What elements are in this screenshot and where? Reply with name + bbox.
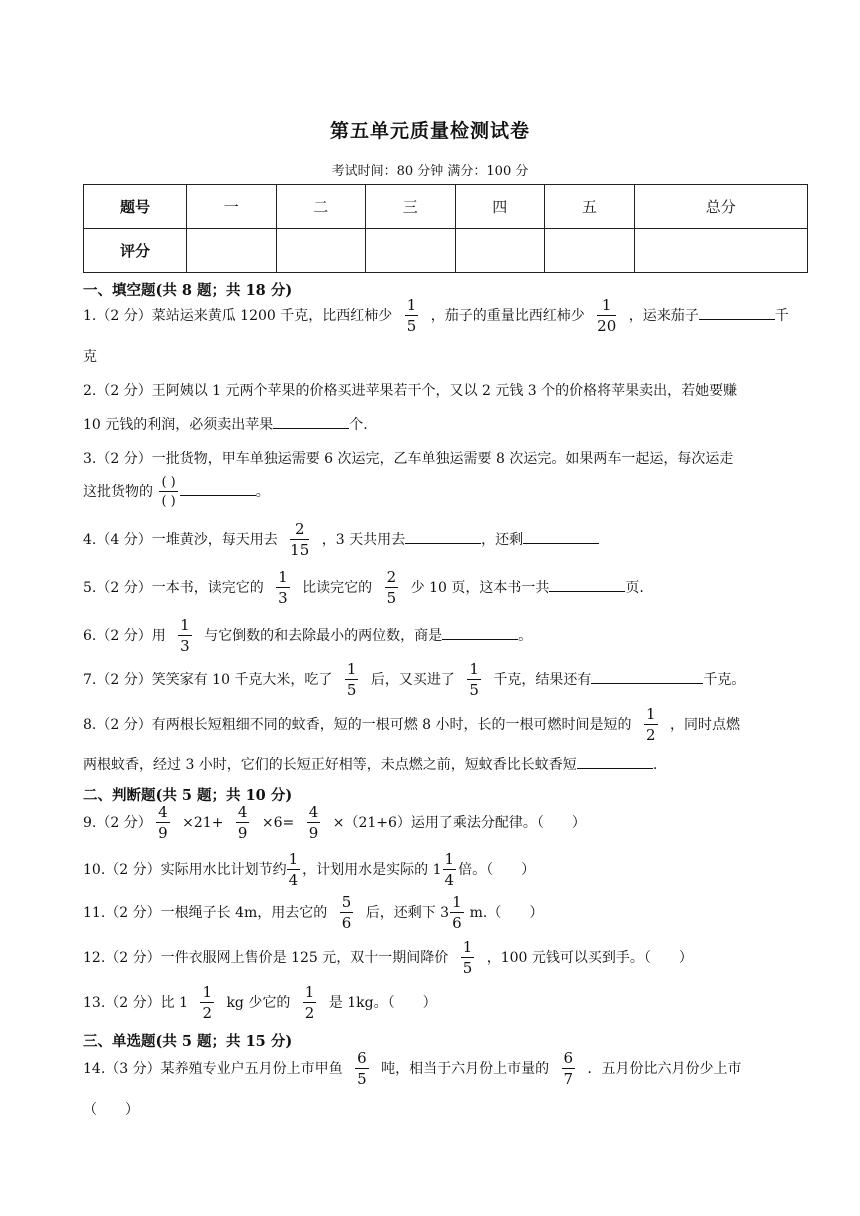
fraction: $\frac{4}{9}$ — [158, 803, 168, 842]
fraction: $\frac{1}{5}$ — [469, 660, 479, 699]
question-text: ×6= — [261, 815, 295, 831]
fraction: $\frac{2}{5}$ — [386, 568, 397, 607]
question-text: ．五月份比六月份少上市 — [587, 1061, 742, 1077]
question-text: 倍。（ ） — [458, 862, 536, 878]
question-10 — [83, 852, 535, 888]
question-14 — [83, 1051, 742, 1087]
question-text: 10.（2 分）实际用水比计划节约 — [83, 862, 287, 878]
question-4 — [83, 522, 599, 558]
question-8-line2 — [83, 754, 813, 775]
question-text: 千克，结果还有 — [493, 672, 592, 688]
question-text: 14.（3 分）某养殖专业户五月份上市甲鱼 — [83, 1061, 343, 1077]
score-cell: 五 — [545, 185, 635, 229]
fraction: $\frac{1}{5}$ — [406, 296, 417, 335]
fraction: $\frac{6}{5}$ — [357, 1049, 367, 1088]
fraction: $\frac{4}{9}$ — [308, 803, 319, 842]
answer-blank[interactable] — [591, 669, 703, 684]
question-text: ，100 元钱可以买到手。（ ） — [486, 950, 693, 966]
question-text: 页. — [625, 580, 644, 596]
score-cell: 四 — [455, 185, 545, 229]
answer-blank[interactable] — [577, 754, 653, 769]
answer-blank[interactable] — [549, 577, 625, 592]
question-text: 。 — [518, 628, 533, 644]
score-input-cell[interactable] — [545, 229, 635, 273]
score-cell: 评分 — [84, 229, 187, 273]
answer-blank[interactable] — [523, 529, 599, 544]
fraction: $\frac{1}{2}$ — [645, 705, 656, 744]
answer-blank[interactable] — [699, 305, 775, 320]
question-text: 是 1kg。（ ） — [328, 995, 437, 1011]
question-text: 8.（2 分）有两根长短粗细不同的蚊香，短的一根可燃 8 小时，长的一根可燃时间是短的 — [83, 717, 632, 733]
fraction: $\frac{1}{5}$ — [346, 660, 357, 699]
score-input-cell[interactable] — [455, 229, 545, 273]
question-text: 比读完它的 — [302, 580, 373, 596]
question-text: 少 10 页，这本书一共 — [410, 580, 550, 596]
answer-blank[interactable] — [442, 625, 518, 640]
question-11 — [83, 895, 543, 931]
fraction: $\frac{1}{2}$ — [304, 983, 315, 1022]
question-text: 4.（4 分）一堆黄沙，每天用去 — [83, 532, 278, 548]
score-input-cell[interactable] — [634, 229, 807, 273]
question-text: 7.（2 分）笑笑家有 10 千克大米，吃了 — [83, 672, 333, 688]
question-text: 个. — [349, 417, 368, 433]
question-text: 吨，相当于六月份上市量的 — [381, 1061, 550, 1077]
question-8 — [83, 707, 740, 743]
score-input-cell[interactable] — [187, 229, 277, 273]
answer-blank[interactable] — [180, 481, 256, 496]
question-9 — [83, 805, 586, 841]
section-heading: 一、填空题(共 8 题；共 18 分) — [83, 282, 293, 299]
question-text: 后，还剩下 3 — [365, 905, 450, 921]
question-text: kg 少它的 — [226, 995, 291, 1011]
fraction: $\frac{1}{2}$ — [202, 983, 212, 1022]
question-5 — [83, 570, 644, 606]
section-heading: 三、单选题(共 5 题；共 15 分) — [83, 1033, 293, 1050]
score-input-cell[interactable] — [276, 229, 366, 273]
fraction: $\frac{4}{9}$ — [237, 803, 248, 842]
question-text: ，同时点燃 — [669, 717, 740, 733]
answer-blank[interactable] — [405, 529, 481, 544]
score-cell: 二 — [276, 185, 366, 229]
question-text: 5.（2 分）一本书，读完它的 — [83, 580, 264, 596]
question-text: ，运来茄子 — [628, 308, 699, 324]
question-text: 与它倒数的和去除最小的两位数，商是 — [204, 628, 443, 644]
question-6 — [83, 618, 532, 654]
question-text: 9.（2 分） — [83, 815, 152, 831]
score-table-header-row — [84, 185, 808, 229]
question-text: m.（ ） — [469, 905, 544, 921]
question-text: 千克。 — [703, 672, 746, 688]
answer-parentheses[interactable]: （ ） — [83, 1102, 139, 1118]
question-3-line2 — [83, 476, 270, 508]
question-text: 千 — [774, 308, 789, 324]
score-cell: 题号 — [84, 185, 187, 229]
fraction: $\frac{6}{7}$ — [563, 1049, 574, 1088]
question-12 — [83, 940, 693, 976]
score-input-cell[interactable] — [366, 229, 456, 273]
question-text: ，茄子的重量比西红柿少 — [430, 308, 585, 324]
question-text: ，计划用水是实际的 1 — [302, 862, 442, 878]
fraction: $\frac{2}{15}$ — [290, 520, 310, 559]
question-text: 3.（2 分）一批货物，甲车单独运需要 6 次运完，乙车单独运需要 8 次运完。如果两车一起运，每次运走 — [83, 451, 734, 467]
question-text: 。 — [255, 484, 270, 500]
question-text: ×21+ — [182, 815, 224, 831]
answer-blank[interactable] — [273, 414, 349, 429]
page-title: 第五单元质量检测试卷 — [329, 120, 530, 142]
score-cell: 三 — [366, 185, 456, 229]
question-text: . — [652, 757, 658, 773]
question-text: 后，又买进了 — [370, 672, 455, 688]
fraction: $\frac{1}{3}$ — [278, 568, 288, 607]
question-text: 6.（2 分）用 — [83, 628, 166, 644]
question-2-line2 — [83, 414, 813, 435]
fraction: $\frac{1}{3}$ — [180, 616, 190, 655]
question-text: 10 元钱的利润，必须卖出苹果 — [83, 417, 274, 433]
question-text: 11.（2 分）一根绳子长 4m，用去它的 — [83, 905, 328, 921]
score-table — [83, 184, 808, 273]
question-text: ，还剩 — [481, 532, 524, 548]
fraction: $\frac{1}{4}$ — [444, 850, 455, 889]
fraction: $\frac{1}{4}$ — [288, 850, 299, 889]
fraction-blank[interactable]: $\frac{( )}{( )}$ — [161, 475, 176, 509]
question-text: 2.（2 分）王阿姨以 1 元两个苹果的价格买进苹果若干个，又以 2 元钱 3 个的价格将苹果卖出，若她要赚 — [83, 383, 738, 399]
question-text: 1.（2 分）菜站运来黄瓜 1200 千克，比西红柿少 — [83, 308, 393, 324]
question-text: 13.（2 分）比 1 — [83, 995, 188, 1011]
fraction: $\frac{1}{5}$ — [462, 938, 473, 977]
question-7 — [83, 662, 745, 698]
question-text: 12.（2 分）一件衣服网上售价是 125 元，双十一期间降价 — [83, 950, 449, 966]
question-text: 这批货物的 — [83, 484, 153, 500]
question-text: 克 — [83, 349, 97, 365]
question-1 — [83, 298, 789, 334]
fraction: $\frac{1}{20}$ — [597, 296, 617, 335]
fraction: $\frac{1}{6}$ — [452, 893, 462, 932]
question-text: ×（21+6）运用了乘法分配律。（ ） — [332, 815, 586, 831]
score-cell: 总分 — [634, 185, 807, 229]
fraction: $\frac{5}{6}$ — [341, 893, 352, 932]
question-text: ，3 天共用去 — [321, 532, 406, 548]
question-text: 两根蚊香，经过 3 小时，它们的长短正好相等，未点燃之前，短蚊香比长蚊香短 — [83, 757, 577, 773]
exam-info: 考试时间：80 分钟 满分：100 分 — [331, 164, 529, 179]
question-13 — [83, 985, 437, 1021]
section-heading: 二、判断题(共 5 题；共 10 分) — [83, 787, 293, 804]
score-table-grade-row — [84, 229, 808, 273]
score-cell: 一 — [187, 185, 277, 229]
